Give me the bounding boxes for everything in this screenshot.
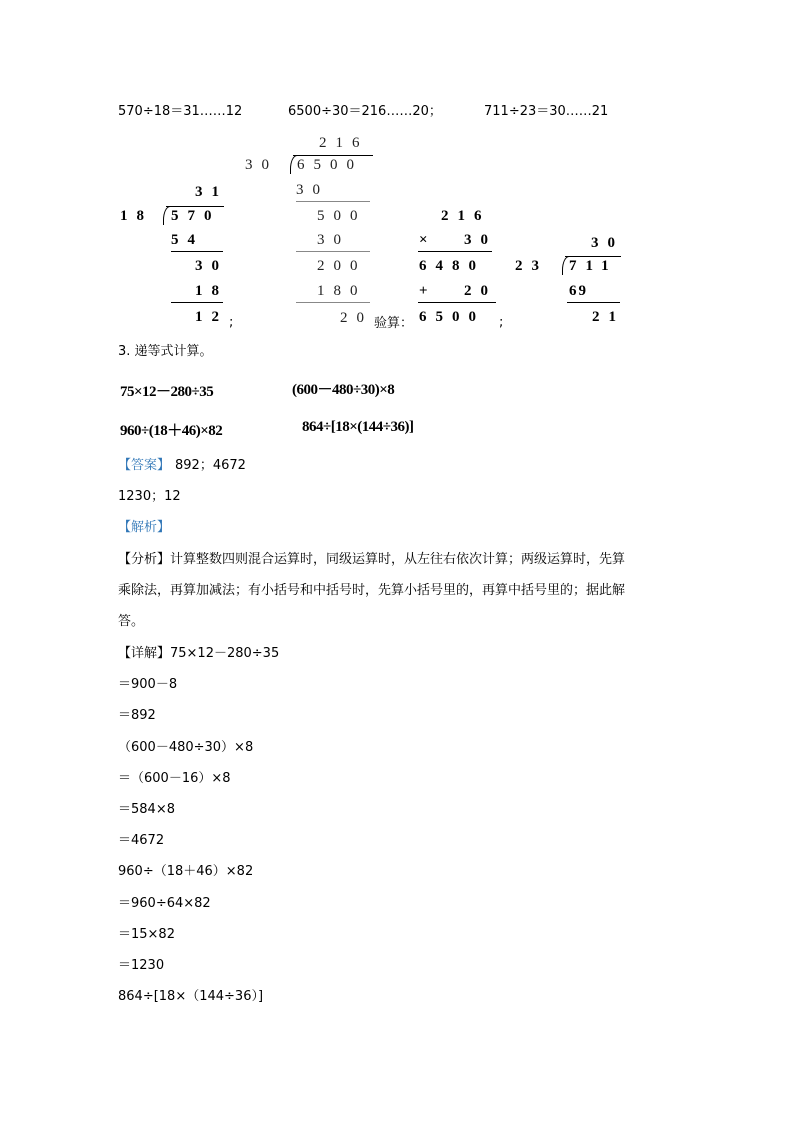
sum: 6500	[419, 309, 485, 325]
analysis-line: 乘除法，再算加减法；有小括号和中括号时，先算小括号里的，再算中括号里的；据此解	[118, 583, 626, 598]
analysis-paragraph	[118, 544, 625, 637]
plus-sign: +	[419, 283, 437, 299]
detail-line: 864÷[18×（144÷36）]	[118, 989, 264, 1005]
step: 30	[317, 232, 350, 248]
detail-line: ＝892	[118, 708, 156, 724]
step: 18	[195, 283, 228, 299]
divisor: 18	[120, 208, 153, 224]
step: 30	[296, 182, 329, 198]
step: 200	[317, 258, 367, 274]
analysis-line: 答。	[118, 614, 145, 629]
multiplicand: 216	[441, 208, 491, 224]
divisor: 30	[245, 157, 278, 173]
detail-line: ＝（600－16）×8	[118, 770, 231, 786]
analysis-line: 【分析】计算整数四则混合运算时，同级运算时，从左往右依次计算；两级运算时，先算	[118, 552, 626, 567]
expression-4: 864÷[18×(144÷36)]	[302, 419, 414, 435]
separator: ;	[229, 315, 234, 330]
step: 180	[317, 283, 367, 299]
multiplier: 30	[464, 232, 497, 248]
detail-line: 960÷（18＋46）×82	[118, 864, 254, 880]
dividend: 6500	[297, 157, 363, 173]
answer-values-1: 892；4672	[175, 458, 246, 473]
quotient: 216	[319, 135, 369, 151]
addend: 20	[464, 283, 497, 299]
expression-1: 75×12－280÷35	[120, 384, 214, 400]
times-sign: ×	[419, 232, 437, 248]
result-2: 6500÷30＝216……20；	[288, 104, 442, 119]
product: 6480	[419, 258, 485, 274]
divisor: 23	[515, 258, 548, 274]
step: 54	[171, 232, 204, 248]
detail-line: ＝584×8	[118, 802, 175, 818]
detail-line: ＝4672	[118, 833, 165, 849]
detail-line: ＝1230	[118, 958, 165, 974]
detail-line: ＝900－8	[118, 677, 178, 693]
expression-2: (600－480÷30)×8	[292, 382, 395, 398]
dividend: 570	[171, 208, 221, 224]
separator: ;	[499, 315, 504, 330]
verification-label: 验算：	[374, 316, 414, 331]
step: 69	[569, 283, 588, 299]
step: 30	[195, 258, 228, 274]
question-heading: 3. 递等式计算。	[118, 344, 213, 359]
remainder: 12	[195, 309, 228, 325]
expression-3: 960÷(18＋46)×82	[120, 423, 223, 439]
detail-line: ＝15×82	[118, 926, 175, 942]
remainder: 20	[340, 310, 373, 326]
dividend: 711	[569, 258, 618, 274]
detail-line: 【详解】75×12－280÷35	[118, 646, 280, 661]
detail-line: ＝960÷64×82	[118, 895, 211, 911]
detail-steps	[118, 638, 279, 1012]
analysis-label: 【解析】	[118, 520, 171, 535]
quotient: 30	[591, 235, 624, 251]
quotient: 31	[195, 184, 228, 200]
result-3: 711÷23＝30……21	[484, 104, 609, 119]
detail-line: （600－480÷30）×8	[118, 739, 254, 755]
result-1: 570÷18＝31……12	[118, 104, 243, 119]
step: 500	[317, 208, 367, 224]
remainder: 21	[592, 309, 625, 325]
answer-values-2: 1230；12	[118, 489, 181, 504]
answer-label: 【答案】	[118, 458, 171, 473]
